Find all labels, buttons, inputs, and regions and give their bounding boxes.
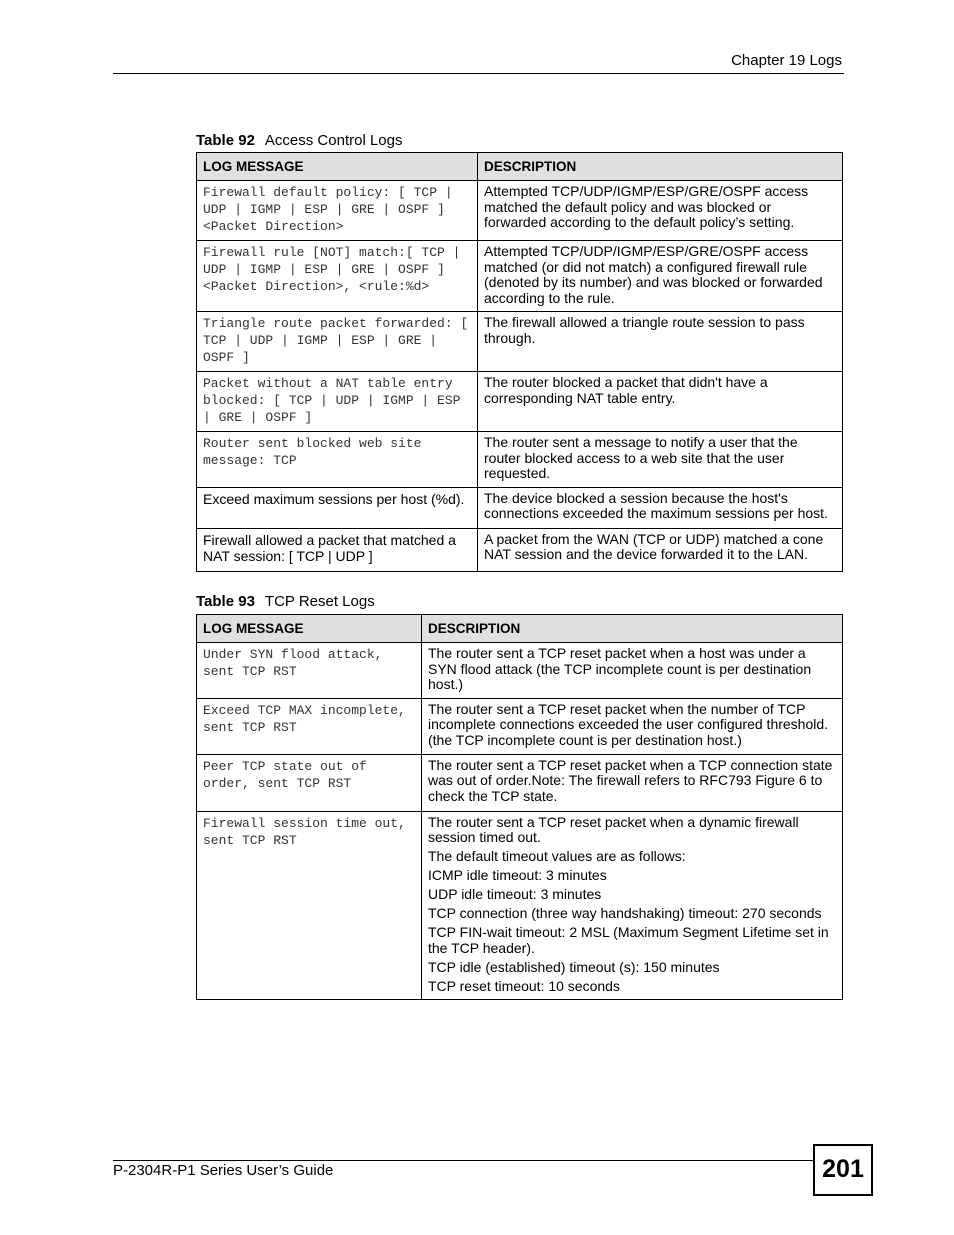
- log-message-cell: Router sent blocked web site message: TCP: [197, 432, 478, 488]
- log-message-cell: Exceed TCP MAX incomplete, sent TCP RST: [197, 698, 422, 754]
- description-paragraph: TCP FIN-wait timeout: 2 MSL (Maximum Segment Lifetime set in the TCP header).: [428, 924, 829, 956]
- table92-label: Table 92: [196, 132, 255, 149]
- guide-title: P-2304R-P1 Series User’s Guide: [113, 1162, 334, 1179]
- description-paragraph: TCP reset timeout: 10 seconds: [428, 977, 620, 994]
- table92-title: Access Control Logs: [264, 132, 403, 149]
- description-paragraph: The router sent a TCP reset packet when a dynamic firewall session timed out.: [428, 813, 799, 845]
- description-cell: Attempted TCP/UDP/IGMP/ESP/GRE/OSPF access matched the default policy and was blocked or forwarded according to the default policy’s setting.: [478, 181, 843, 241]
- table-row: [197, 241, 843, 312]
- description-paragraph: TCP connection (three way handshaking) timeout: 270 seconds: [428, 905, 822, 921]
- table-row: [197, 811, 843, 1000]
- description-paragraph: TCP idle (established) timeout (s): 150 minutes: [428, 958, 720, 975]
- log-message-cell: Firewall rule [NOT] match:[ TCP | UDP | IGMP | ESP | GRE | OSPF ] <Packet Direction>, <rule:%d>: [197, 241, 478, 312]
- access-control-logs-table: [196, 152, 843, 572]
- header-rule: [113, 73, 844, 74]
- table-row: [197, 643, 843, 699]
- description-paragraph: The router sent a TCP reset packet when the number of TCP incomplete connections exceeded the user configured threshold. (the TCP incomplete count is per destination host.): [428, 700, 829, 748]
- log-message-cell: Firewall default policy: [ TCP | UDP | IGMP | ESP | GRE | OSPF ] <Packet Direction>: [197, 181, 478, 241]
- table-row: [197, 698, 843, 754]
- footer-rule: [113, 1160, 813, 1161]
- description-cell: The router blocked a packet that didn't have a corresponding NAT table entry.: [478, 372, 843, 432]
- table93-caption: [196, 593, 375, 610]
- table-header-row: [197, 615, 843, 643]
- table-row: [197, 372, 843, 432]
- description-paragraph: The router sent a TCP reset packet when a host was under a SYN flood attack (the TCP incomplete count is per destination host.): [428, 645, 812, 692]
- table-row: [197, 754, 843, 811]
- description-paragraph: The default timeout values are as follows:: [428, 848, 686, 864]
- description-cell: Attempted TCP/UDP/IGMP/ESP/GRE/OSPF access matched (or did not match) a configured firewall rule (denoted by its number) and was blocked or forwarded according to the rule.: [478, 241, 843, 312]
- table-header-row: [197, 153, 843, 181]
- tcp-reset-logs-table: [196, 614, 843, 1000]
- description-cell: [422, 698, 843, 754]
- description-cell: [422, 811, 843, 1000]
- table-row: [197, 312, 843, 372]
- log-message-cell: Firewall session time out, sent TCP RST: [197, 811, 422, 1000]
- description-paragraph: UDP idle timeout: 3 minutes: [428, 886, 602, 902]
- description-cell: The device blocked a session because the host's connections exceeded the maximum sessions per host.: [478, 487, 843, 528]
- log-message-cell: Triangle route packet forwarded: [ TCP | UDP | IGMP | ESP | GRE | OSPF ]: [197, 312, 478, 372]
- log-message-cell: Under SYN flood attack, sent TCP RST: [197, 643, 422, 699]
- log-message-cell: Firewall allowed a packet that matched a NAT session: [ TCP | UDP ]: [197, 528, 478, 571]
- table-row: [197, 487, 843, 528]
- chapter-header: Chapter 19 Logs: [731, 52, 842, 69]
- column-header-log-message: LOG MESSAGE: [197, 153, 478, 181]
- table93-label: Table 93: [196, 593, 255, 610]
- table-row: [197, 181, 843, 241]
- column-header-description: DESCRIPTION: [478, 153, 843, 181]
- table-row: [197, 528, 843, 571]
- column-header-description: DESCRIPTION: [422, 615, 843, 643]
- page-number: 201: [813, 1144, 873, 1196]
- log-message-cell: Peer TCP state out of order, sent TCP RST: [197, 754, 422, 811]
- description-cell: The firewall allowed a triangle route session to pass through.: [478, 312, 843, 372]
- log-message-cell: Exceed maximum sessions per host (%d).: [197, 487, 478, 528]
- log-message-cell: Packet without a NAT table entry blocked: [ TCP | UDP | IGMP | ESP | GRE | OSPF ]: [197, 372, 478, 432]
- description-cell: [422, 643, 843, 699]
- table93-title: TCP Reset Logs: [264, 593, 375, 610]
- table-row: [197, 432, 843, 488]
- description-cell: [422, 754, 843, 811]
- column-header-log-message: LOG MESSAGE: [197, 615, 422, 643]
- description-cell: The router sent a message to notify a user that the router blocked access to a web site that the user requested.: [478, 432, 843, 488]
- description-paragraph: ICMP idle timeout: 3 minutes: [428, 867, 607, 883]
- description-paragraph: The router sent a TCP reset packet when a TCP connection state was out of order.Note: The firewall refers to RFC793 Figure 6 to check the TCP state.: [428, 756, 833, 804]
- description-cell: A packet from the WAN (TCP or UDP) matched a cone NAT session and the device forwarded it to the LAN.: [478, 528, 843, 571]
- table92-caption: [196, 132, 403, 149]
